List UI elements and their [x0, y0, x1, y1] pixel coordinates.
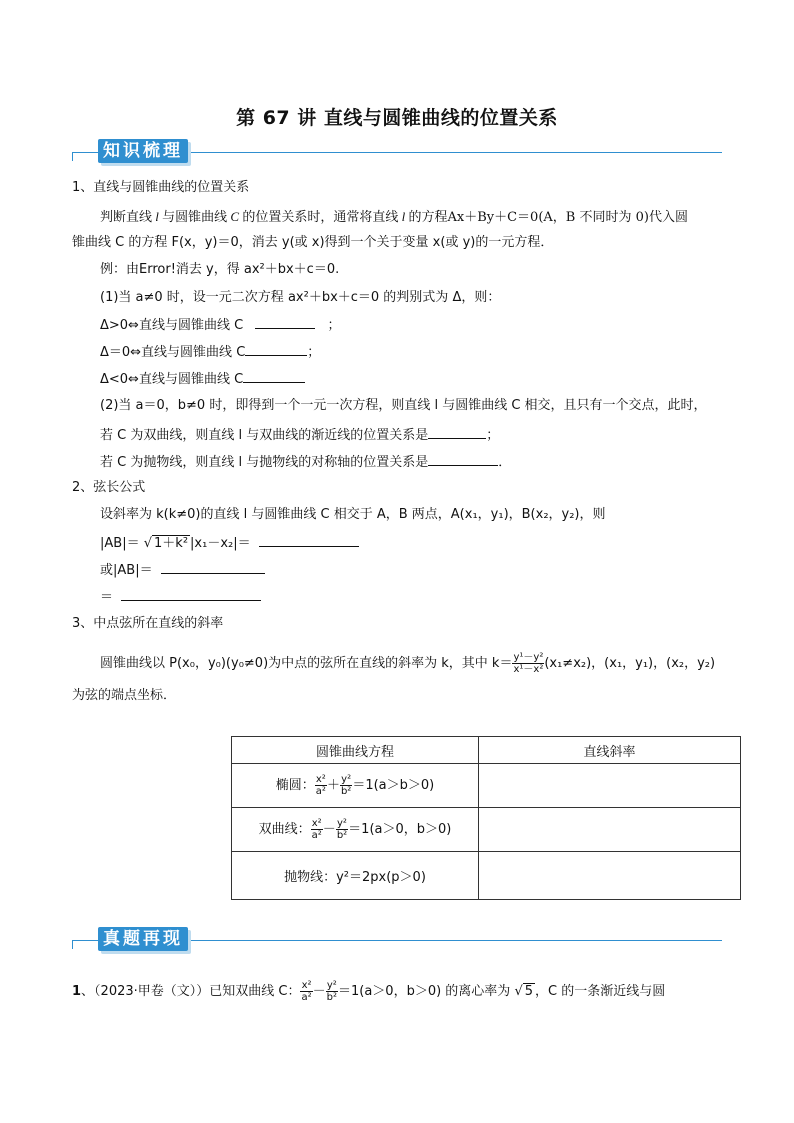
- table-header: 直线斜率: [479, 737, 741, 764]
- heading-1: 1、直线与圆锥曲线的位置关系: [72, 180, 250, 195]
- section-header-knowledge: [72, 134, 722, 164]
- paragraph-intro: 判断直线 l 与圆锥曲线 C 的位置关系时，通常将直线 l 的方程Ax＋By＋C＝0(A，B 不同时为 0)代入圆: [100, 209, 688, 225]
- case-1: (1)当 a≠0 时，设一元二次方程 ax²＋bx＋c＝0 的判别式为 Δ，则：: [100, 290, 501, 305]
- fill-blank[interactable]: [245, 343, 307, 356]
- fill-blank[interactable]: [428, 426, 486, 439]
- fill-blank[interactable]: [161, 561, 265, 574]
- fill-blank[interactable]: [428, 453, 498, 466]
- chord-formula-3: ＝: [100, 588, 261, 606]
- fill-blank[interactable]: [255, 316, 315, 329]
- parabola-line: 若 C 为抛物线，则直线 l 与抛物线的对称轴的位置关系是 ．: [100, 455, 512, 470]
- section-bracket: [72, 152, 81, 161]
- fill-blank[interactable]: [259, 534, 359, 547]
- slope-cell[interactable]: [479, 852, 741, 900]
- section-header-exam: [72, 922, 722, 952]
- delta-zero: Δ＝0⇔直线与圆锥曲线 C ；: [100, 345, 321, 360]
- slope-cell[interactable]: [479, 808, 741, 852]
- table-row: 抛物线：y²＝2px(p＞0): [232, 852, 741, 900]
- slope-fraction: $\frac{\text{y¹－y²}}{\text{x¹－x²}}$: [513, 652, 544, 675]
- midpoint-chord-line: 圆锥曲线以 P(x₀，y₀)(y₀≠0)为中点的弦所在直线的斜率为 k，其中 k＝ $\frac{\text{y¹－y²}}{\text{x¹－x²}}$ (x₁≠x₂)，(x₁，y₁)，(x₂，y₂): [100, 652, 716, 675]
- chord-formula-1: |AB|＝ √ 1＋k² |x₁－x₂|＝: [100, 534, 359, 552]
- chord-intro: 设斜率为 k(k≠0)的直线 l 与圆锥曲线 C 相交于 A，B 两点，A(x₁，y₁)，B(x₂，y₂)，则: [100, 507, 606, 522]
- slope-cell[interactable]: [479, 764, 741, 808]
- heading-2: 2、弦长公式: [72, 480, 146, 495]
- fill-blank[interactable]: [121, 588, 261, 601]
- paragraph-intro-2: 锥曲线 C 的方程 F(x，y)＝0，消去 y(或 x)得到一个关于变量 x(或 y)的一元方程．: [72, 235, 554, 250]
- table-header: 圆锥曲线方程: [232, 737, 479, 764]
- table-row: 双曲线： $\frac{\text{x²}}{\text{a²}}$ － $\frac{\text{y²}}{\text{b²}}$ ＝1(a＞0，b＞0): [232, 808, 741, 852]
- delta-negative: Δ<0⇔直线与圆锥曲线 C: [100, 370, 305, 388]
- delta-positive: Δ>0⇔直线与圆锥曲线 C ；: [100, 318, 341, 333]
- case-2: (2)当 a＝0，b≠0 时，即得到一个一元一次方程，则直线 l 与圆锥曲线 C 相交，且只有一个交点，此时，: [100, 398, 707, 413]
- section-label: 真题再现: [98, 927, 188, 951]
- slope-table: [231, 736, 741, 900]
- question-1: 1、（2023·甲卷（文））已知双曲线 C： $\frac{\text{x²}}{\text{a²}}$ － $\frac{\text{y²}}{\text{b²}}$ ＝1(a＞0，b＞0) 的离心率为 √ 5 ，C 的一条渐近线与圆: [72, 980, 666, 1003]
- section-label: 知识梳理: [98, 139, 188, 163]
- midpoint-chord-line-2: 为弦的端点坐标．: [72, 688, 177, 703]
- section-bracket: [72, 940, 81, 949]
- page-title: 第 67 讲 直线与圆锥曲线的位置关系: [236, 107, 558, 129]
- hyperbola-line: 若 C 为双曲线，则直线 l 与双曲线的渐近线的位置关系是 ；: [100, 428, 500, 443]
- table-row: 椭圆： $\frac{\text{x²}}{\text{a²}}$ ＋ $\frac{\text{y²}}{\text{b²}}$ ＝1(a＞b＞0): [232, 764, 741, 808]
- fill-blank[interactable]: [243, 370, 305, 383]
- heading-3: 3、中点弦所在直线的斜率: [72, 616, 224, 631]
- chord-formula-2: 或|AB|＝: [100, 561, 265, 579]
- example-line: 例：由Error!消去 y，得 ax²＋bx＋c＝0.: [100, 262, 340, 277]
